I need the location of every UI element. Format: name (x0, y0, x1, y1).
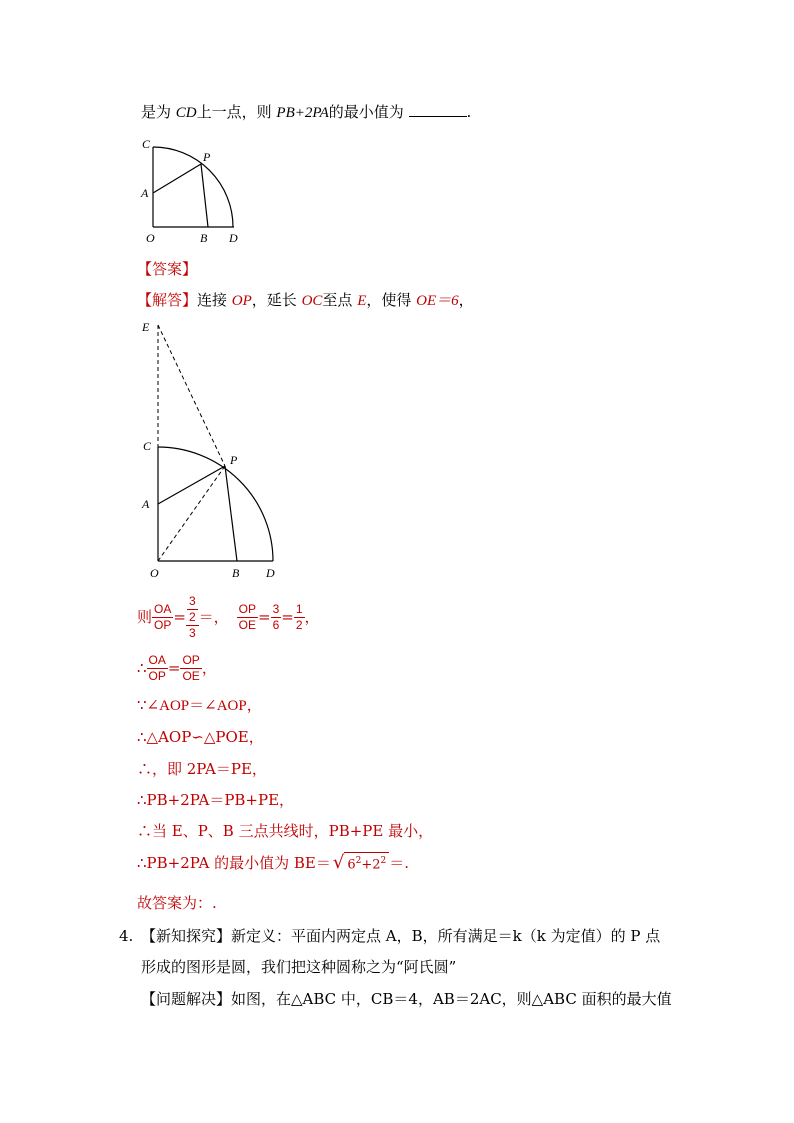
step-8: ∴PB+2PA 的最小值为 BE＝ √ $6^2+2^2$ ＝. (137, 851, 410, 873)
fraction-op-oe: $\frac{OP}{OE}$ (182, 652, 200, 683)
solution-line: 【解答】连接 OP，延长 OC至点 E，使得 OE＝6， (137, 291, 474, 309)
step-3: ∵∠AOP＝∠AOP， (137, 698, 262, 714)
fraction-op-oe: $\frac{OP}{OE}$ (238, 601, 256, 632)
question-4-number: 4. (119, 927, 134, 945)
figure-2-construction (136, 315, 286, 585)
label-a: A (142, 497, 150, 511)
label-b: B (200, 231, 208, 245)
step-1: 则 $\frac{OA}{OP}$ = $\frac{\frac{3}{2}}{3}$ ＝， $\frac{OP}{OE}$ = $\frac{3}{6}$ = $\frac{1}{2}$ ， (137, 593, 320, 640)
expr-pb-2pa: PB+2PA (276, 105, 329, 121)
label-c: C (143, 439, 152, 453)
label-c: C (142, 137, 151, 151)
fraction-3-2-over-3: $\frac{\frac{3}{2}}{3}$ (186, 594, 199, 641)
step-5: ∴，即 2PA＝PE， (137, 760, 267, 778)
step-2: ∴ $\frac{OA}{OP}$ = $\frac{OP}{OE}$ ， (137, 652, 217, 683)
label-o: O (146, 231, 155, 245)
fraction-1-2: $\frac{1}{2}$ (295, 601, 303, 632)
label-d: D (229, 231, 238, 245)
var-cd: CD (175, 105, 197, 121)
figure-1-quarter-circle (136, 135, 256, 247)
sqrt-icon: √ (332, 851, 345, 873)
step-4: ∴△AOP∽△POE， (137, 728, 264, 746)
step-7: ∴当 E、P、B 三点共线时，PB+PE 最小， (137, 822, 434, 840)
answer-blank[interactable] (409, 102, 467, 117)
fraction-oa-op: $\frac{OA}{OP}$ (148, 652, 166, 683)
label-e: E (142, 320, 150, 334)
question-4-line-2: 形成的图形是圆，我们把这种圆称之为“阿氏圆” (141, 958, 457, 976)
step-6: ∴PB+2PA＝PB+PE， (137, 791, 295, 809)
question-3-line: 是为 CD上一点，则 PB+2PA的最小值为 . (141, 103, 472, 121)
label-p: P (230, 453, 238, 467)
label-o: O (150, 566, 159, 580)
answer-tag: 【答案】 (137, 260, 198, 278)
label-a: A (141, 186, 149, 200)
question-4-line-3: 【问题解决】如图，在△ABC 中，CB＝4，AB＝2AC，则△ABC 面积的最大值 (141, 990, 672, 1008)
fraction-oa-op: $\frac{OA}{OP}$ (154, 601, 172, 632)
radicand: $6^2+2^2$ (344, 852, 389, 873)
label-b: B (232, 566, 240, 580)
label-p: P (203, 150, 211, 164)
final-answer: 故答案为：. (137, 894, 217, 912)
question-4-line-1: 【新知探究】新定义：平面内两定点 A，B，所有满足＝k（k 为定值）的 P 点 (141, 927, 661, 945)
label-d: D (266, 566, 275, 580)
fraction-3-6: $\frac{3}{6}$ (272, 601, 280, 632)
